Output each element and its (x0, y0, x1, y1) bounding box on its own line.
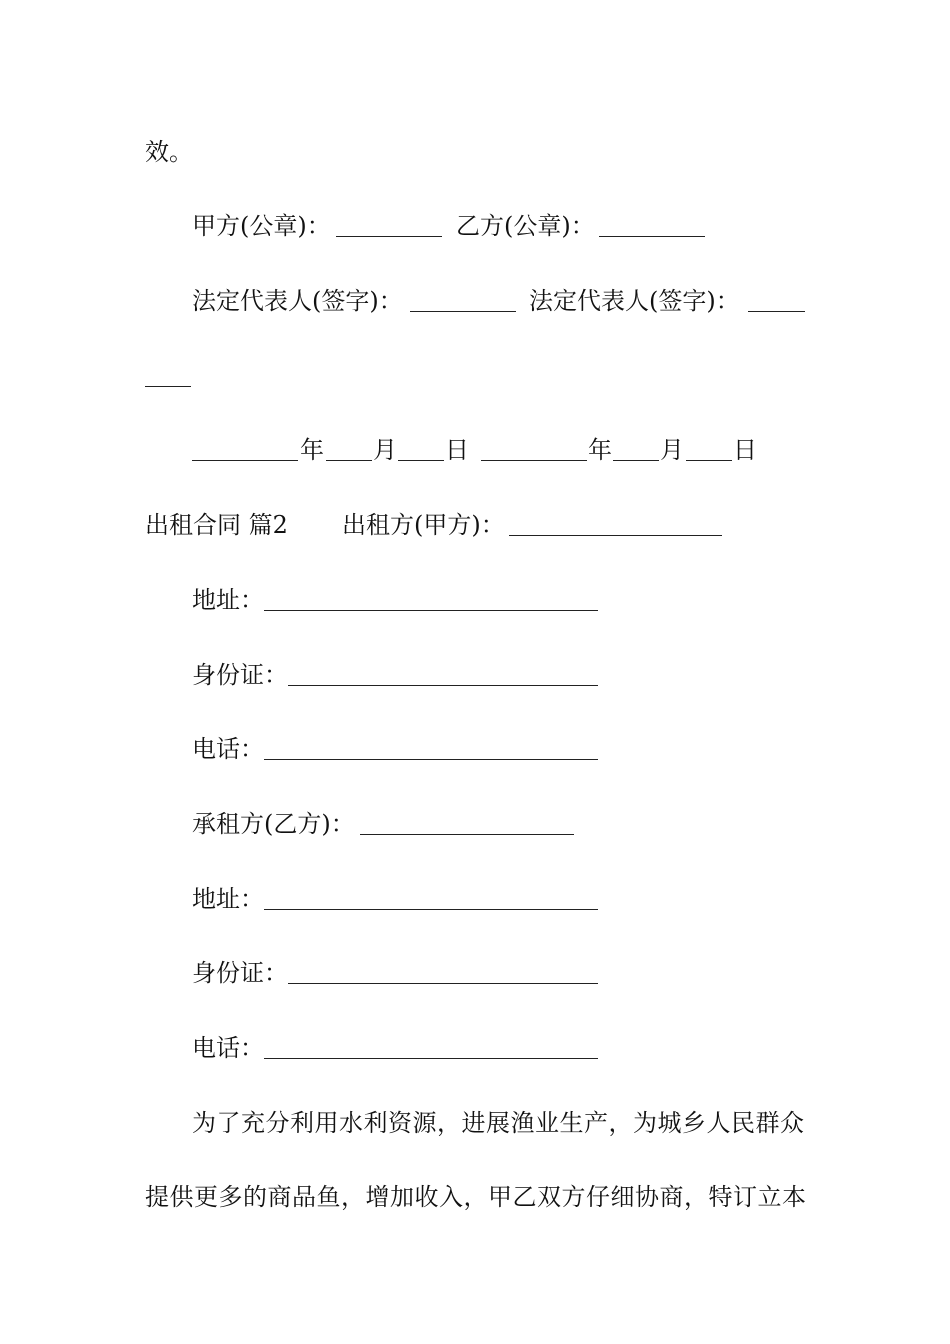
continuation-text: 效。 (145, 138, 193, 166)
lessor-id-label: 身份证： (192, 661, 288, 689)
party-a-seal-label: 甲方(公章)： (192, 212, 331, 240)
lessee-id-label: 身份证： (192, 959, 288, 987)
rep-a-label: 法定代表人(签字)： (192, 287, 403, 315)
date-b-month-label: 月 (660, 436, 684, 464)
rep-a-blank[interactable] (410, 311, 516, 312)
date-b-year-blank[interactable] (481, 460, 587, 461)
date-b-year-label: 年 (588, 436, 612, 464)
lessor-phone-label: 电话： (192, 735, 264, 763)
rep-b-label: 法定代表人(签字)： (529, 287, 740, 315)
date-a-year-blank[interactable] (192, 460, 298, 461)
lessee-phone-label: 电话： (192, 1034, 264, 1062)
party-a-seal-blank[interactable] (336, 236, 442, 237)
lessor-name-blank[interactable] (509, 535, 722, 536)
date-b-month-blank[interactable] (613, 460, 659, 461)
date-a-month-label: 月 (373, 436, 397, 464)
paragraph-text-2: 提供更多的商品鱼，增加收入，甲乙双方仔细协商，特订立本 (145, 1183, 807, 1211)
lessor-label: 出租方(甲方)： (342, 511, 505, 539)
contract2-title: 出租合同 篇2 (145, 511, 288, 539)
lessor-phone-blank[interactable] (264, 759, 598, 760)
lessee-phone-blank[interactable] (264, 1058, 598, 1059)
date-a-year-label: 年 (300, 436, 324, 464)
lessee-label: 承租方(乙方)： (192, 810, 355, 838)
date-a-month-blank[interactable] (326, 460, 372, 461)
date-b-day-blank[interactable] (686, 460, 732, 461)
lessor-id-blank[interactable] (288, 685, 598, 686)
date-b-day-label: 日 (733, 436, 757, 464)
date-a-day-label: 日 (445, 436, 469, 464)
date-a-day-blank[interactable] (398, 460, 444, 461)
paragraph-text-1: 为了充分利用水利资源，进展渔业生产，为城乡人民群众 (192, 1109, 805, 1137)
rep-b-blank[interactable] (748, 311, 805, 312)
party-b-seal-blank[interactable] (599, 236, 705, 237)
party-b-seal-label: 乙方(公章)： (456, 212, 595, 240)
lessor-address-blank[interactable] (264, 610, 598, 611)
rep-b-blank-wrap[interactable] (145, 386, 191, 387)
lessor-address-label: 地址： (192, 586, 264, 614)
lessee-name-blank[interactable] (360, 834, 574, 835)
lessee-address-label: 地址： (192, 885, 264, 913)
lessee-address-blank[interactable] (264, 909, 598, 910)
lessee-id-blank[interactable] (288, 983, 598, 984)
